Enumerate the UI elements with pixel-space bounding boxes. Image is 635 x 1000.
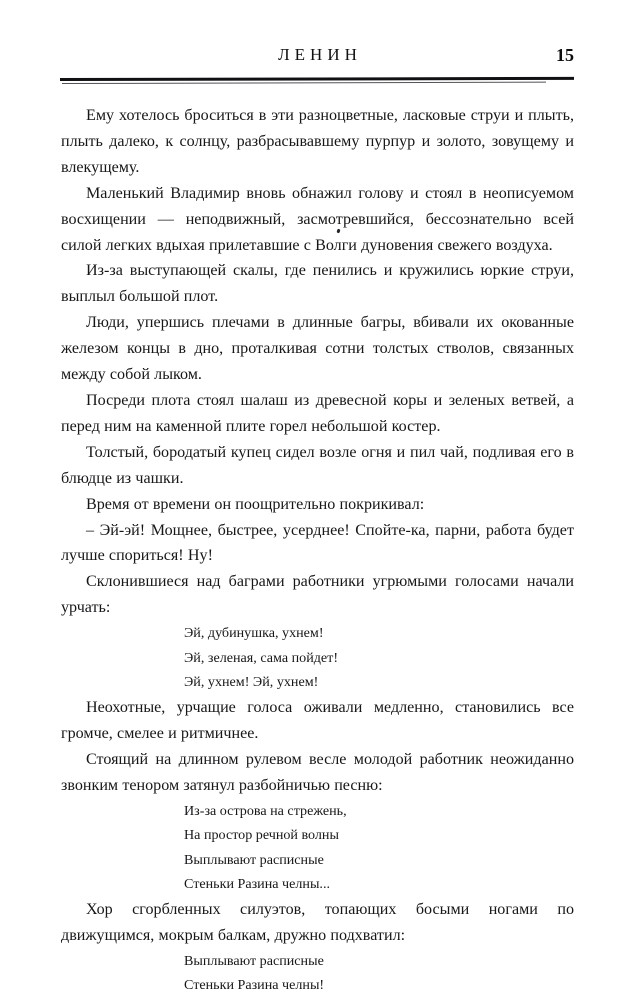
- body-paragraph: Посреди плота стоял шалаш из древесной коры и зеленых ветвей, а перед ним на каменной плите горел небольшой костер.: [61, 391, 574, 435]
- body-paragraph: – Эй-эй! Мощнее, быстрее, усерднее! Спойте-ка, парни, работа будет лучше спориться! Ну!: [61, 521, 574, 565]
- verse-line: Эй, дубинушка, ухнем!: [184, 625, 324, 642]
- rule-thin-line: [62, 81, 546, 83]
- verse-line: Эй, зеленая, сама пойдет!: [184, 649, 339, 666]
- verse-line: Из-за острова на стрежень,: [184, 802, 347, 819]
- rule-thick-line: [60, 77, 574, 81]
- body-paragraph: Время от времени он поощрительно покрикивал:: [86, 495, 425, 513]
- verse-block: [61, 799, 574, 897]
- body-paragraph: Из-за выступающей скалы, где пенились и кружились юркие струи, выплыл большой плот.: [61, 262, 574, 306]
- body-paragraph: Хор сгорбленных силуэтов, топающих босыми ногами по движущимся, мокрым балкам, дружно подхватил:: [61, 900, 574, 944]
- header-double-rule: [60, 78, 574, 85]
- verse-block: [61, 621, 574, 695]
- body-paragraph: Ему хотелось броситься в эти разноцветные, ласковые струи и плыть, плыть далеко, к солнцу, разбрасывавшему пурпур и золото, зовущему и влекущему.: [61, 107, 574, 176]
- body-paragraph: Толстый, бородатый купец сидел возле огня и пил чай, подливая его в блюдце из чашки.: [61, 443, 574, 487]
- verse-line: Выплывают расписные: [184, 851, 324, 868]
- running-head: [61, 44, 574, 70]
- verse-line: Эй, ухнем! Эй, ухнем!: [184, 674, 319, 691]
- text-column: [61, 103, 574, 998]
- verse-line: Стеньки Разина челны...: [184, 876, 330, 893]
- running-head-title: ЛЕНИН: [278, 45, 362, 64]
- body-paragraph: Люди, упершись плечами в длинные багры, вбивали их окованные железом концы в дно, проталкивая сотни толстых стволов, связанных между собой лыком.: [61, 314, 574, 384]
- verse-line: Выплывают расписные: [184, 952, 324, 969]
- verse-line: Стеньки Разина челны!: [184, 977, 325, 994]
- body-paragraph: Стоящий на длинном рулевом весле молодой работник неожиданно звонким тенором затянул разбойничью песню:: [61, 750, 574, 794]
- verse-block: [61, 949, 574, 998]
- verse-line: На простор речной волны: [184, 827, 339, 844]
- body-paragraph: Маленький Владимир вновь обнажил голову и стоял в неописуемом восхищении — неподвижный, засмотревшийся, бессознательно всей силой легких вдыхая прилетавшие с Волги дуновения свежего воздуха.: [61, 184, 574, 254]
- body-paragraph: Склонившиеся над баграми работники угрюмыми голосами начали урчать:: [61, 573, 574, 617]
- page-number: 15: [556, 45, 574, 65]
- body-paragraph: Неохотные, урчащие голоса оживали медленно, становились все громче, смелее и ритмичнее.: [61, 698, 574, 742]
